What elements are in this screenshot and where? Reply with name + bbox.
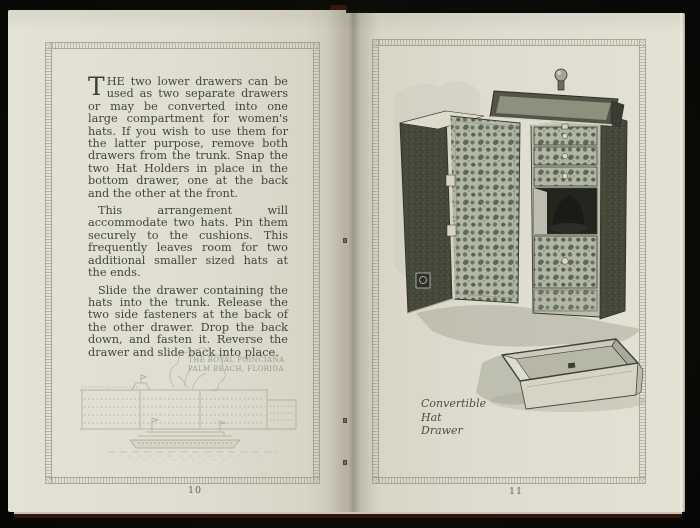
paragraph-1 [88,72,288,200]
page-number-right: 11 [508,486,524,497]
body-text [88,72,288,359]
hat-brim [550,223,588,233]
binding-staple [343,418,347,423]
royal-poinciana-hotel-sketch [72,343,312,463]
paragraph-3: Slide the drawer containing the hats into the trunk. Release the two side fasteners at the back of the other drawer. Drop the back down, and fasten it. Reverse the drawer and slide back into place. [88,283,288,359]
trunk-floor-shadow [416,305,641,347]
binding-staple [343,460,347,465]
trunk-open-lid [490,69,624,127]
hat [552,195,584,230]
hotel-caption [188,356,308,374]
trunk-left-shell [400,111,520,313]
trunk-drawer-stack [531,113,627,319]
background-wash [394,81,483,285]
trunk-caption-line3: Drawer [421,424,463,437]
binding-staple [343,238,347,243]
convertible-hat-drawer-illustration [386,63,651,413]
trunk-caption [421,397,486,438]
hotel-building-sketch [80,375,296,429]
box-floor-shadow [490,390,646,412]
separate-drawer-box [502,339,643,409]
lid-handle-knob [555,69,567,90]
trunk-caption-line2: Hat [421,410,442,424]
hotel-caption-line1: THE ROYAL POINCIANA [188,356,285,364]
page-left [8,10,346,512]
page-right [346,13,685,512]
water-lines-sketch [108,452,278,460]
page-number-left: 10 [187,485,203,496]
book-bottom-edge [14,512,682,518]
decorative-border-right-page [372,39,646,484]
hotel-caption-line2: PALM BEACH, FLORIDA [188,365,284,373]
small-drawers [534,124,597,186]
boat-sketch [130,418,240,448]
drop-cap: T [88,72,105,101]
lead-caps: HE [106,75,125,88]
paragraph-1-text: two lower drawers can be used as two separate drawers or may be converted into one large compartment for women's hats. If you wish to use them for the latter purpose, remove both drawers from the trunk. Snap the two Hat Holders in place in the bottom drawer, one at the back and the other at the front. [88,75,288,200]
paragraph-2: This arrangement will accommodate two hats. Pin them securely to the cushions. This frequently leaves room for two additional smaller sized hats at the ends. [88,204,288,280]
bottom-drawer [534,236,597,288]
trunk-caption-line1: Convertible [421,397,487,410]
book-spread [8,10,685,518]
open-hat-compartment [534,188,597,234]
